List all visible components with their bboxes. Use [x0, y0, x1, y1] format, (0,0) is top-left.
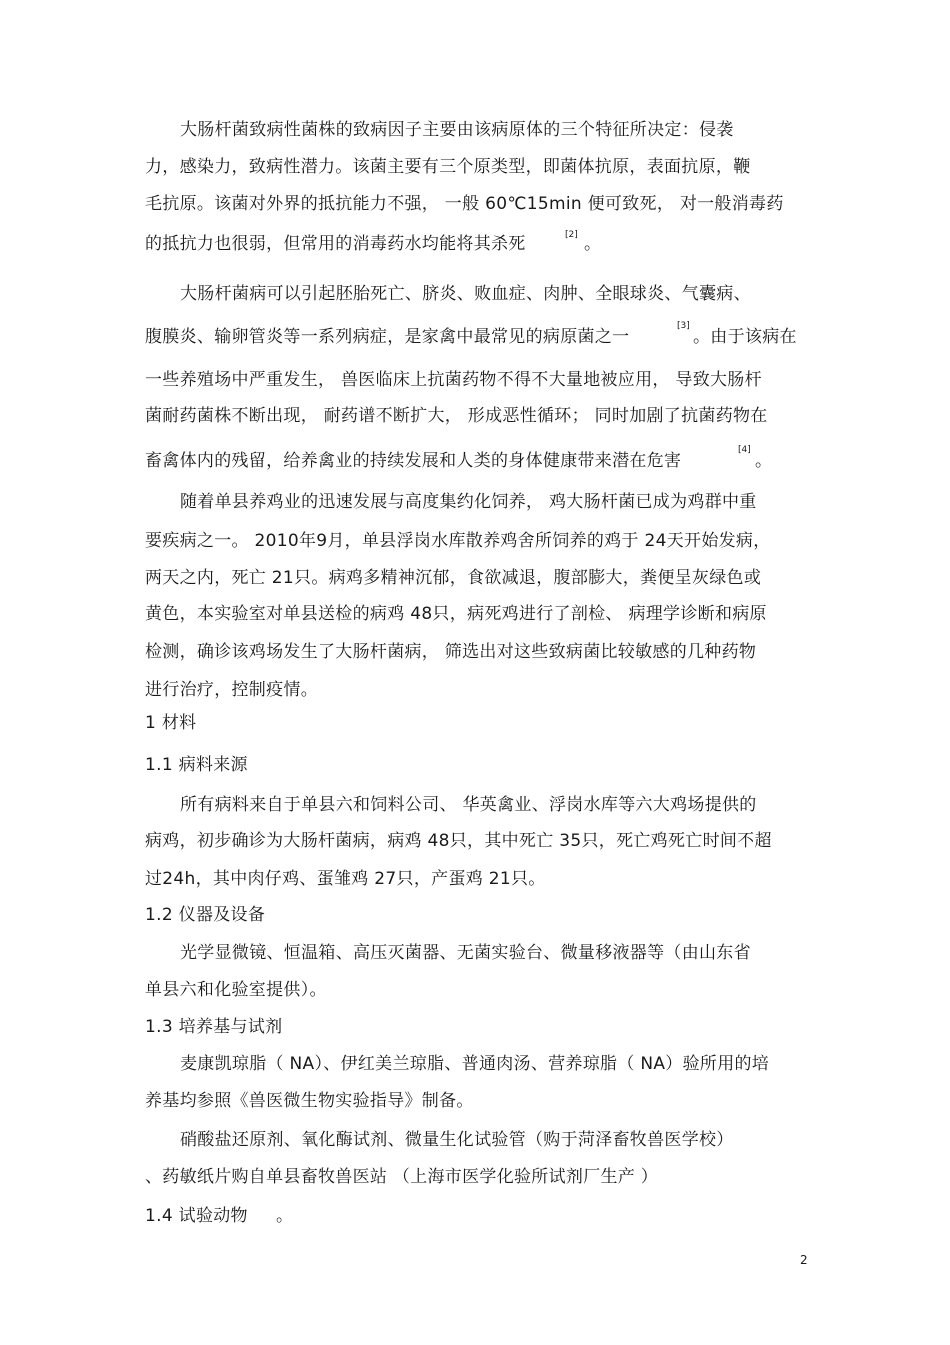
paragraph-line: 随着单县养鸡业的迅速发展与高度集约化饲养， 鸡大肠杆菌已成为鸡群中重	[180, 492, 757, 512]
paragraph-line: 检测，确诊该鸡场发生了大肠杆菌病， 筛选出对这些致病菌比较敏感的几种药物	[145, 642, 757, 662]
subsection-heading: 1.2 仪器及设备	[145, 905, 266, 925]
paragraph-line: 进行治疗，控制疫情。	[145, 680, 318, 700]
page-number: 2	[800, 1253, 808, 1267]
paragraph-line: 两天之内，死亡 21只。病鸡多精神沉郁，食欲减退，腹部膨大，粪便呈灰绿色或	[145, 568, 762, 588]
paragraph-line: 菌耐药菌株不断出现， 耐药谱不断扩大， 形成恶性循环； 同时加剧了抗菌药物在	[145, 406, 768, 426]
paragraph-line: 的抵抗力也很弱，但常用的消毒药水均能将其杀死	[145, 234, 526, 254]
paragraph-end: 。	[584, 234, 602, 254]
paragraph-line: 畜禽体内的残留，给养禽业的持续发展和人类的身体健康带来潜在危害	[145, 451, 682, 471]
paragraph-line: 硝酸盐还原剂、氧化酶试剂、微量生化试验管（购于菏泽畜牧兽医学校）	[180, 1130, 734, 1150]
paragraph-line: 麦康凯琼脂（ NA）、伊红美兰琼脂、普通肉汤、营养琼脂（ NA）验所用的培	[180, 1054, 770, 1074]
paragraph-line: 大肠杆菌病可以引起胚胎死亡、脐炎、败血症、肉肿、全眼球炎、气囊病、	[180, 284, 751, 304]
paragraph-line: 所有病料来自于单县六和饲料公司、 华英禽业、浮岗水库等六大鸡场提供的	[180, 795, 757, 815]
paragraph-line: 腹膜炎、输卵管炎等一系列病症，是家禽中最常见的病原菌之一	[145, 327, 630, 347]
subsection-heading: 1.4 试验动物	[145, 1206, 248, 1226]
paragraph-line: 病鸡，初步确诊为大肠杆菌病，病鸡 48只，其中死亡 35只，死亡鸡死亡时间不超	[145, 831, 772, 851]
section-heading: 1 材料	[145, 713, 197, 733]
citation-ref: [2]	[565, 230, 578, 240]
paragraph-line: 光学显微镜、恒温箱、高压灭菌器、无菌实验台、微量移液器等（由山东省	[180, 943, 751, 963]
paragraph-line: 过24h，其中肉仔鸡、蛋雏鸡 27只，产蛋鸡 21只。	[145, 869, 546, 889]
paragraph-line: 要疾病之一。 2010年9月，单县浮岗水库散养鸡舍所饲养的鸡于 24天开始发病，	[145, 531, 771, 551]
citation-ref: [4]	[738, 445, 751, 455]
paragraph-end: 。	[276, 1206, 294, 1226]
subsection-heading: 1.3 培养基与试剂	[145, 1017, 283, 1037]
paragraph-line: 一些养殖场中严重发生， 兽医临床上抗菌药物不得不大量地被应用， 导致大肠杆	[145, 370, 762, 390]
citation-ref: [3]	[677, 321, 690, 331]
paragraph-end: 。	[755, 451, 773, 471]
paragraph-line: 养基均参照《兽医微生物实验指导》制备。	[145, 1091, 474, 1111]
paragraph-line: 、药敏纸片购自单县畜牧兽医站 （上海市医学化验所试剂厂生产 ）	[145, 1167, 659, 1187]
paragraph-line: 毛抗原。该菌对外界的抵抗能力不强， 一般 60℃15min 便可致死， 对一般消毒药	[145, 194, 784, 214]
paragraph-line-tail: 。由于该病在	[693, 327, 797, 347]
subsection-heading: 1.1 病料来源	[145, 755, 248, 775]
paragraph-line: 力，感染力，致病性潜力。该菌主要有三个原类型，即菌体抗原，表面抗原，鞭	[145, 157, 751, 177]
paragraph-line: 大肠杆菌致病性菌株的致病因子主要由该病原体的三个特征所决定：侵袭	[180, 120, 734, 140]
paragraph-line: 单县六和化验室提供）。	[145, 980, 327, 1000]
paragraph-line: 黄色，本实验室对单县送检的病鸡 48只，病死鸡进行了剖检、 病理学诊断和病原	[145, 604, 767, 624]
